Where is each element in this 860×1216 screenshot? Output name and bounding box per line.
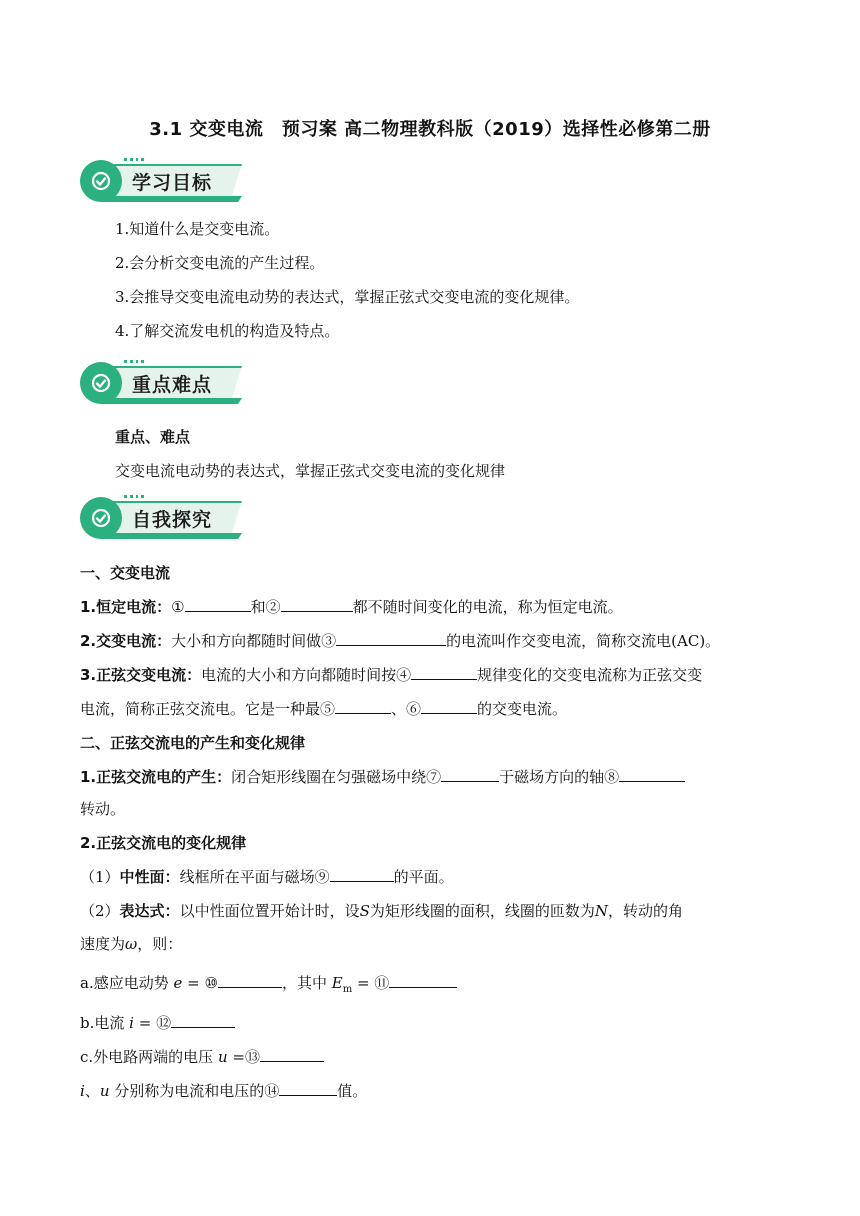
goal-item: 1.知道什么是交变电流。 — [115, 220, 280, 238]
part1-q2 — [80, 631, 720, 651]
sub-label: 表达式： — [119, 902, 180, 920]
q-text: = ⑪ — [352, 974, 390, 992]
section-label: 重点难点 — [132, 374, 213, 396]
q-text: a.感应电动势 — [80, 974, 169, 992]
q-text: 大小和方向都随时间做③ — [171, 632, 337, 650]
q-label: 1.恒定电流： — [80, 598, 172, 616]
q-text: 速度为 — [80, 935, 126, 953]
banner-dots — [124, 158, 144, 162]
q-text: = ⑫ — [133, 1014, 172, 1032]
q-text: 分别称为电流和电压的⑭ — [114, 1082, 280, 1100]
q-text: 的平面。 — [393, 868, 454, 886]
page-title: 3.1 交变电流 预习案 高二物理教科版（2019）选择性必修第二册 — [149, 119, 711, 140]
answer-blank[interactable] — [619, 767, 685, 782]
q-text: b.电流 — [80, 1014, 125, 1032]
answer-blank[interactable] — [336, 631, 446, 646]
answer-blank[interactable] — [260, 1047, 324, 1062]
var-i: i — [129, 1014, 134, 1032]
q-label: 3.正弦交变电流： — [80, 666, 202, 684]
section-banner-explore — [80, 495, 248, 541]
var-s: S — [359, 902, 370, 920]
banner-shadow — [102, 533, 242, 539]
var-e: e — [173, 974, 183, 992]
q-text: 值。 — [337, 1082, 368, 1100]
section-banner-goals — [80, 158, 248, 204]
q-text: c.外电路两端的电压 — [80, 1048, 214, 1066]
formula-a — [80, 973, 457, 1000]
banner-dots — [124, 495, 144, 499]
formula-b — [80, 1013, 235, 1033]
check-circle-icon — [80, 497, 122, 539]
part2-s1 — [80, 867, 454, 887]
part2-s2-line2 — [80, 934, 182, 954]
section-label: 学习目标 — [132, 172, 213, 194]
answer-blank[interactable] — [218, 973, 282, 988]
part2-q2-heading: 2.正弦交流电的变化规律 — [80, 834, 247, 852]
part1-q1 — [80, 597, 623, 617]
var-n: N — [594, 902, 608, 920]
q-text: 、 — [84, 1082, 100, 1100]
sub-num: （1） — [80, 868, 120, 886]
answer-blank[interactable] — [171, 1013, 235, 1028]
part1-q3 — [80, 665, 702, 685]
goal-item: 2.会分析交变电流的产生过程。 — [115, 254, 325, 272]
sub-label: 中性面： — [119, 868, 180, 886]
answer-blank[interactable] — [411, 665, 477, 680]
var-u: u — [217, 1048, 228, 1066]
formula-d — [80, 1081, 367, 1101]
part2-s2 — [80, 901, 683, 921]
check-circle-icon — [80, 362, 122, 404]
q-label: 1.正弦交流电的产生： — [80, 768, 232, 786]
var-i: i — [80, 1082, 85, 1100]
banner-dots — [124, 360, 144, 364]
q-text: =⑬ — [227, 1048, 260, 1066]
banner-shadow — [102, 196, 242, 202]
q-text: 的交变电流。 — [477, 700, 568, 718]
answer-blank[interactable] — [281, 597, 353, 612]
q-text: 和② — [250, 598, 281, 616]
check-circle-icon — [80, 160, 122, 202]
q-text: = ⑩ — [182, 974, 218, 992]
keypoints-subtitle: 重点、难点 — [115, 428, 191, 446]
answer-blank[interactable] — [335, 699, 391, 714]
sub-num: （2） — [80, 902, 120, 920]
section-banner-keypoints — [80, 360, 248, 406]
answer-blank[interactable] — [389, 973, 457, 988]
q-text: 电流的大小和方向都随时间按④ — [201, 666, 412, 684]
q-text: ，转动的角 — [608, 902, 684, 920]
subscript-m: m — [342, 984, 353, 995]
part1-q3-line2 — [80, 699, 567, 719]
keypoints-text: 交变电流电动势的表达式，掌握正弦式交变电流的变化规律 — [115, 462, 506, 480]
answer-blank[interactable] — [441, 767, 499, 782]
q-text: ，其中 — [281, 974, 327, 992]
q-text: 电流，简称正弦交流电。它是一种最⑤ — [80, 700, 336, 718]
var-em: E — [331, 974, 343, 992]
q-text: 线框所在平面与磁场⑨ — [179, 868, 330, 886]
q-text: 闭合矩形线圈在匀强磁场中绕⑦ — [231, 768, 442, 786]
var-u: u — [99, 1082, 110, 1100]
section-label: 自我探究 — [132, 509, 213, 531]
q-text: 的电流叫作交变电流，简称交流电(AC)。 — [446, 632, 721, 650]
formula-c — [80, 1047, 324, 1067]
part2-q1 — [80, 767, 685, 787]
answer-blank[interactable] — [330, 867, 394, 882]
banner-shadow — [102, 398, 242, 404]
part1-heading: 一、交变电流 — [80, 564, 171, 582]
answer-blank[interactable] — [421, 699, 477, 714]
var-omega: ω — [125, 935, 138, 953]
q-text: 都不随时间变化的电流，称为恒定电流。 — [352, 598, 623, 616]
goal-item: 4.了解交流发电机的构造及特点。 — [115, 322, 340, 340]
q-text: ① — [171, 598, 185, 616]
q-text: 以中性面位置开始计时，设 — [179, 902, 360, 920]
q-text: 为矩形线圈的面积，线圈的匝数为 — [369, 902, 595, 920]
goal-item: 3.会推导交变电流电动势的表达式，掌握正弦式交变电流的变化规律。 — [115, 288, 580, 306]
q-text: 于磁场方向的轴⑧ — [499, 768, 620, 786]
part2-heading: 二、正弦交流电的产生和变化规律 — [80, 734, 306, 752]
q-label: 2.交变电流： — [80, 632, 172, 650]
answer-blank[interactable] — [279, 1081, 337, 1096]
answer-blank[interactable] — [185, 597, 251, 612]
part2-q1-line2: 转动。 — [80, 800, 126, 818]
q-text: ，则： — [137, 935, 183, 953]
q-text: 规律变化的交变电流称为正弦交变 — [477, 666, 703, 684]
q-text: 、⑥ — [391, 700, 422, 718]
